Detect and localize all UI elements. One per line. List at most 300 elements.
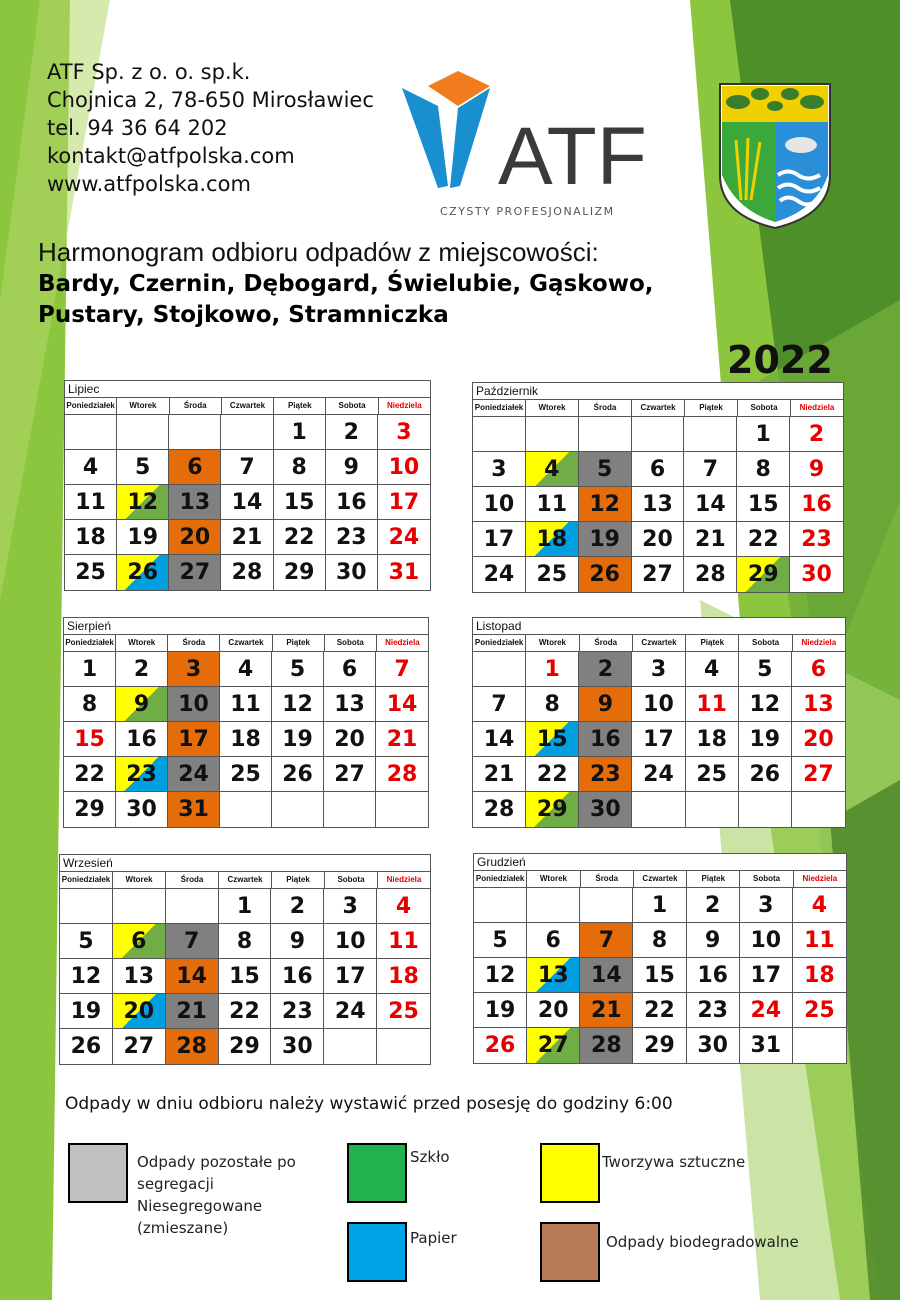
day-cell: 6 xyxy=(792,652,845,687)
calendar-sierpien xyxy=(63,617,429,828)
weekday-label: Wtorek xyxy=(117,398,169,414)
day-cell: 9 xyxy=(116,687,168,722)
weekday-label: Sobota xyxy=(325,872,378,888)
day-cell: 4 xyxy=(793,888,846,923)
weekday-label: Wtorek xyxy=(527,871,580,887)
month-name: Październik xyxy=(473,383,843,400)
day-cell: 16 xyxy=(326,485,378,520)
day-cell: 10 xyxy=(632,687,685,722)
weekday-label: Piątek xyxy=(272,872,325,888)
day-cell: 2 xyxy=(326,415,378,450)
legend-plastic-swatch xyxy=(540,1143,600,1203)
weekday-label: Czwartek xyxy=(634,871,687,887)
day-cell: 19 xyxy=(579,522,632,557)
day-cell: 12 xyxy=(117,485,169,520)
day-cell: 18 xyxy=(686,722,739,757)
weekday-label: Piątek xyxy=(686,635,739,651)
day-cell: 13 xyxy=(792,687,845,722)
day-cell: 30 xyxy=(790,557,843,592)
calendar-wrzesien xyxy=(59,854,431,1065)
empty-day-cell xyxy=(580,888,633,923)
empty-day-cell xyxy=(579,417,632,452)
day-cell: 29 xyxy=(633,1028,686,1063)
day-cell: 8 xyxy=(219,924,272,959)
empty-day-cell xyxy=(632,417,685,452)
day-cell: 17 xyxy=(632,722,685,757)
weekday-label: Wtorek xyxy=(526,400,579,416)
day-cell: 14 xyxy=(376,687,428,722)
day-cell: 23 xyxy=(687,993,740,1028)
day-cell: 29 xyxy=(64,792,116,827)
legend-mixed-swatch xyxy=(68,1143,128,1203)
day-cell: 23 xyxy=(326,520,378,555)
empty-day-cell xyxy=(473,652,526,687)
month-name: Grudzień xyxy=(474,854,846,871)
weekday-label: Niedziela xyxy=(386,401,422,410)
day-cell: 27 xyxy=(527,1028,580,1063)
day-cell: 28 xyxy=(684,557,737,592)
day-cell: 30 xyxy=(116,792,168,827)
day-cell: 28 xyxy=(580,1028,633,1063)
municipal-crest-icon xyxy=(716,80,834,230)
day-cell: 26 xyxy=(474,1028,527,1063)
day-cell: 5 xyxy=(579,452,632,487)
day-cell: 29 xyxy=(219,1029,272,1064)
day-cell: 30 xyxy=(579,792,632,827)
day-cell: 24 xyxy=(168,757,220,792)
empty-day-cell xyxy=(221,415,273,450)
day-cell: 13 xyxy=(113,959,166,994)
day-grid xyxy=(65,415,430,590)
day-cell: 26 xyxy=(272,757,324,792)
empty-day-cell xyxy=(792,792,845,827)
day-cell: 14 xyxy=(166,959,219,994)
day-cell: 7 xyxy=(376,652,428,687)
day-cell: 21 xyxy=(376,722,428,757)
day-cell: 20 xyxy=(113,994,166,1029)
day-cell: 20 xyxy=(169,520,221,555)
day-cell: 26 xyxy=(117,555,169,590)
day-cell: 12 xyxy=(739,687,792,722)
day-cell: 13 xyxy=(324,687,376,722)
day-cell: 12 xyxy=(60,959,113,994)
day-cell: 16 xyxy=(271,959,324,994)
weekday-label: Środa xyxy=(580,635,633,651)
empty-day-cell xyxy=(527,888,580,923)
day-cell: 18 xyxy=(65,520,117,555)
empty-day-cell xyxy=(166,889,219,924)
day-cell: 15 xyxy=(633,958,686,993)
day-cell: 5 xyxy=(117,450,169,485)
day-cell: 10 xyxy=(168,687,220,722)
day-cell: 10 xyxy=(740,923,793,958)
day-cell: 25 xyxy=(793,993,846,1028)
legend-glass-label: Szkło xyxy=(410,1148,450,1166)
day-cell: 4 xyxy=(65,450,117,485)
day-cell: 23 xyxy=(116,757,168,792)
day-cell: 20 xyxy=(324,722,376,757)
empty-day-cell xyxy=(220,792,272,827)
empty-day-cell xyxy=(324,1029,377,1064)
day-cell: 24 xyxy=(324,994,377,1029)
day-cell: 26 xyxy=(739,757,792,792)
day-cell: 8 xyxy=(526,687,579,722)
legend-paper-swatch xyxy=(347,1222,407,1282)
day-cell: 19 xyxy=(60,994,113,1029)
weekday-label: Piątek xyxy=(685,400,738,416)
weekday-label: Poniedziałek xyxy=(474,871,527,887)
day-cell: 19 xyxy=(272,722,324,757)
day-cell: 20 xyxy=(527,993,580,1028)
empty-day-cell xyxy=(684,417,737,452)
month-name: Sierpień xyxy=(64,618,428,635)
weekday-label: Wtorek xyxy=(113,872,166,888)
day-cell: 21 xyxy=(221,520,273,555)
empty-day-cell xyxy=(526,417,579,452)
day-cell: 19 xyxy=(117,520,169,555)
weekday-label: Wtorek xyxy=(526,635,579,651)
day-cell: 11 xyxy=(526,487,579,522)
legend-plastic-label: Tworzywa sztuczne xyxy=(602,1153,746,1171)
day-cell: 13 xyxy=(632,487,685,522)
day-cell: 14 xyxy=(221,485,273,520)
weekday-label: Środa xyxy=(170,398,222,414)
schedule-title: Harmonogram odbioru odpadów z miejscowości: xyxy=(38,237,599,267)
day-cell: 1 xyxy=(64,652,116,687)
day-cell: 22 xyxy=(64,757,116,792)
day-cell: 5 xyxy=(739,652,792,687)
day-cell: 3 xyxy=(378,415,430,450)
empty-day-cell xyxy=(686,792,739,827)
company-name: ATF Sp. z o. o. sp.k. xyxy=(47,60,251,84)
company-email[interactable]: kontakt@atfpolska.com xyxy=(47,144,295,168)
empty-day-cell xyxy=(376,792,428,827)
day-grid xyxy=(64,652,428,827)
day-cell: 22 xyxy=(274,520,326,555)
day-cell: 21 xyxy=(473,757,526,792)
day-cell: 8 xyxy=(737,452,790,487)
weekday-label: Poniedziałek xyxy=(64,635,116,651)
month-name: Lipiec xyxy=(65,381,430,398)
weekday-header xyxy=(473,635,845,652)
day-cell: 24 xyxy=(740,993,793,1028)
day-cell: 1 xyxy=(633,888,686,923)
day-cell: 23 xyxy=(579,757,632,792)
day-cell: 3 xyxy=(473,452,526,487)
day-cell: 23 xyxy=(271,994,324,1029)
empty-day-cell xyxy=(65,415,117,450)
day-cell: 16 xyxy=(687,958,740,993)
collection-time-note: Odpady w dniu odbioru należy wystawić przed posesję do godziny 6:00 xyxy=(65,1094,673,1114)
day-cell: 11 xyxy=(65,485,117,520)
day-cell: 1 xyxy=(274,415,326,450)
day-cell: 28 xyxy=(166,1029,219,1064)
weekday-label: Wtorek xyxy=(116,635,168,651)
day-cell: 16 xyxy=(579,722,632,757)
weekday-label: Poniedziałek xyxy=(473,400,526,416)
weekday-label: Środa xyxy=(168,635,220,651)
day-cell: 2 xyxy=(116,652,168,687)
day-cell: 11 xyxy=(377,924,430,959)
weekday-header xyxy=(60,872,430,889)
day-cell: 16 xyxy=(790,487,843,522)
day-cell: 7 xyxy=(580,923,633,958)
day-cell: 30 xyxy=(271,1029,324,1064)
day-cell: 7 xyxy=(221,450,273,485)
empty-day-cell xyxy=(169,415,221,450)
day-cell: 3 xyxy=(740,888,793,923)
weekday-label: Poniedziałek xyxy=(473,635,526,651)
day-cell: 25 xyxy=(686,757,739,792)
day-cell: 25 xyxy=(526,557,579,592)
weekday-label: Piątek xyxy=(687,871,740,887)
weekday-label: Czwartek xyxy=(219,872,272,888)
day-cell: 25 xyxy=(220,757,272,792)
day-cell: 16 xyxy=(116,722,168,757)
day-cell: 29 xyxy=(737,557,790,592)
calendar-lipiec xyxy=(64,380,431,591)
day-grid xyxy=(474,888,846,1063)
day-cell: 2 xyxy=(271,889,324,924)
day-cell: 19 xyxy=(739,722,792,757)
day-cell: 6 xyxy=(632,452,685,487)
calendar-grudzien xyxy=(473,853,847,1064)
calendar-pazdziernik xyxy=(472,382,844,593)
weekday-label: Niedziela xyxy=(799,403,835,412)
empty-day-cell xyxy=(739,792,792,827)
weekday-label: Sobota xyxy=(326,398,378,414)
day-cell: 22 xyxy=(526,757,579,792)
day-cell: 27 xyxy=(792,757,845,792)
day-cell: 1 xyxy=(526,652,579,687)
day-cell: 11 xyxy=(686,687,739,722)
day-cell: 7 xyxy=(166,924,219,959)
day-cell: 8 xyxy=(64,687,116,722)
weekday-header xyxy=(474,871,846,888)
weekday-label: Niedziela xyxy=(802,874,838,883)
day-cell: 18 xyxy=(526,522,579,557)
day-cell: 25 xyxy=(377,994,430,1029)
empty-day-cell xyxy=(60,889,113,924)
day-cell: 5 xyxy=(272,652,324,687)
day-cell: 2 xyxy=(579,652,632,687)
day-cell: 3 xyxy=(632,652,685,687)
day-cell: 10 xyxy=(324,924,377,959)
weekday-label: Poniedziałek xyxy=(60,872,113,888)
legend-bio-swatch xyxy=(540,1222,600,1282)
day-cell: 18 xyxy=(377,959,430,994)
company-contact-block xyxy=(47,58,374,198)
day-cell: 2 xyxy=(790,417,843,452)
company-phone[interactable]: tel. 94 36 64 202 xyxy=(47,116,228,140)
empty-day-cell xyxy=(474,888,527,923)
day-cell: 18 xyxy=(793,958,846,993)
day-cell: 3 xyxy=(324,889,377,924)
empty-day-cell xyxy=(793,1028,846,1063)
weekday-label: Niedziela xyxy=(386,875,422,884)
weekday-header xyxy=(65,398,430,415)
schedule-heading xyxy=(38,236,738,331)
day-cell: 27 xyxy=(324,757,376,792)
day-cell: 31 xyxy=(378,555,430,590)
day-cell: 21 xyxy=(580,993,633,1028)
day-cell: 24 xyxy=(378,520,430,555)
day-cell: 3 xyxy=(168,652,220,687)
day-cell: 5 xyxy=(474,923,527,958)
logo-text: ATF xyxy=(498,111,647,202)
weekday-header xyxy=(64,635,428,652)
day-cell: 29 xyxy=(274,555,326,590)
day-cell: 26 xyxy=(60,1029,113,1064)
company-website[interactable]: www.atfpolska.com xyxy=(47,172,251,196)
weekday-label: Środa xyxy=(166,872,219,888)
weekday-label: Czwartek xyxy=(633,635,686,651)
empty-day-cell xyxy=(632,792,685,827)
day-cell: 4 xyxy=(686,652,739,687)
day-cell: 28 xyxy=(473,792,526,827)
weekday-label: Środa xyxy=(579,400,632,416)
day-cell: 11 xyxy=(793,923,846,958)
empty-day-cell xyxy=(377,1029,430,1064)
empty-day-cell xyxy=(113,889,166,924)
weekday-header xyxy=(473,400,843,417)
day-cell: 15 xyxy=(274,485,326,520)
day-cell: 10 xyxy=(378,450,430,485)
logo-blue-shape xyxy=(402,88,448,188)
weekday-label: Niedziela xyxy=(385,638,420,647)
day-grid xyxy=(473,652,845,827)
logo-tagline: CZYSTY PROFESJONALIZM xyxy=(440,205,615,218)
day-cell: 24 xyxy=(473,557,526,592)
weekday-label: Sobota xyxy=(738,400,791,416)
day-cell: 9 xyxy=(790,452,843,487)
day-cell: 21 xyxy=(684,522,737,557)
day-cell: 22 xyxy=(633,993,686,1028)
day-cell: 17 xyxy=(378,485,430,520)
day-cell: 6 xyxy=(169,450,221,485)
day-cell: 17 xyxy=(740,958,793,993)
day-cell: 21 xyxy=(166,994,219,1029)
month-name: Wrzesień xyxy=(60,855,430,872)
legend-glass-swatch xyxy=(347,1143,407,1203)
day-cell: 11 xyxy=(220,687,272,722)
weekday-label: Środa xyxy=(581,871,634,887)
day-cell: 10 xyxy=(473,487,526,522)
day-cell: 13 xyxy=(169,485,221,520)
weekday-label: Sobota xyxy=(740,871,793,887)
weekday-label: Piątek xyxy=(273,635,325,651)
day-cell: 28 xyxy=(376,757,428,792)
day-cell: 9 xyxy=(579,687,632,722)
day-cell: 17 xyxy=(168,722,220,757)
day-cell: 29 xyxy=(526,792,579,827)
day-cell: 24 xyxy=(632,757,685,792)
weekday-label: Sobota xyxy=(325,635,377,651)
day-cell: 12 xyxy=(272,687,324,722)
day-cell: 27 xyxy=(632,557,685,592)
empty-day-cell xyxy=(473,417,526,452)
day-cell: 14 xyxy=(684,487,737,522)
day-cell: 8 xyxy=(274,450,326,485)
weekday-label: Sobota xyxy=(739,635,792,651)
company-address: Chojnica 2, 78-650 Mirosławiec xyxy=(47,88,374,112)
day-cell: 5 xyxy=(60,924,113,959)
localities-line-2: Pustary, Stojkowo, Stramniczka xyxy=(38,302,449,328)
day-cell: 9 xyxy=(326,450,378,485)
legend-mixed-label: Odpady pozostałe po segregacji Niesegregowane (zmieszane) xyxy=(137,1153,296,1237)
day-cell: 1 xyxy=(219,889,272,924)
empty-day-cell xyxy=(324,792,376,827)
day-cell: 2 xyxy=(687,888,740,923)
legend-bio-label: Odpady biodegradowalne xyxy=(606,1233,799,1251)
day-cell: 27 xyxy=(169,555,221,590)
day-cell: 4 xyxy=(526,452,579,487)
day-cell: 22 xyxy=(219,994,272,1029)
day-cell: 4 xyxy=(220,652,272,687)
day-cell: 28 xyxy=(221,555,273,590)
day-cell: 15 xyxy=(737,487,790,522)
weekday-label: Czwartek xyxy=(222,398,274,414)
day-cell: 20 xyxy=(632,522,685,557)
weekday-label: Niedziela xyxy=(801,638,837,647)
day-cell: 6 xyxy=(113,924,166,959)
day-cell: 7 xyxy=(684,452,737,487)
month-name: Listopad xyxy=(473,618,845,635)
localities-line-1: Bardy, Czernin, Dębogard, Świelubie, Gąskowo, xyxy=(38,271,654,297)
legend-paper-label: Papier xyxy=(410,1229,457,1247)
day-cell: 27 xyxy=(113,1029,166,1064)
day-cell: 31 xyxy=(740,1028,793,1063)
day-cell: 19 xyxy=(474,993,527,1028)
empty-day-cell xyxy=(272,792,324,827)
day-cell: 4 xyxy=(377,889,430,924)
weekday-label: Piątek xyxy=(274,398,326,414)
day-cell: 15 xyxy=(526,722,579,757)
day-cell: 30 xyxy=(326,555,378,590)
year-label: 2022 xyxy=(727,338,833,382)
atf-logo xyxy=(398,66,648,226)
day-cell: 23 xyxy=(790,522,843,557)
day-cell: 12 xyxy=(474,958,527,993)
day-cell: 17 xyxy=(324,959,377,994)
day-cell: 7 xyxy=(473,687,526,722)
empty-day-cell xyxy=(117,415,169,450)
day-cell: 14 xyxy=(473,722,526,757)
day-grid xyxy=(60,889,430,1064)
day-cell: 8 xyxy=(633,923,686,958)
day-cell: 22 xyxy=(737,522,790,557)
day-cell: 17 xyxy=(473,522,526,557)
weekday-label: Czwartek xyxy=(632,400,685,416)
day-cell: 12 xyxy=(579,487,632,522)
day-grid xyxy=(473,417,843,592)
day-cell: 25 xyxy=(65,555,117,590)
weekday-label: Czwartek xyxy=(220,635,272,651)
weekday-label: Poniedziałek xyxy=(65,398,117,414)
day-cell: 6 xyxy=(527,923,580,958)
day-cell: 13 xyxy=(527,958,580,993)
day-cell: 6 xyxy=(324,652,376,687)
day-cell: 26 xyxy=(579,557,632,592)
day-cell: 9 xyxy=(687,923,740,958)
day-cell: 20 xyxy=(792,722,845,757)
day-cell: 9 xyxy=(271,924,324,959)
day-cell: 1 xyxy=(737,417,790,452)
day-cell: 30 xyxy=(687,1028,740,1063)
day-cell: 18 xyxy=(220,722,272,757)
day-cell: 14 xyxy=(580,958,633,993)
day-cell: 15 xyxy=(64,722,116,757)
